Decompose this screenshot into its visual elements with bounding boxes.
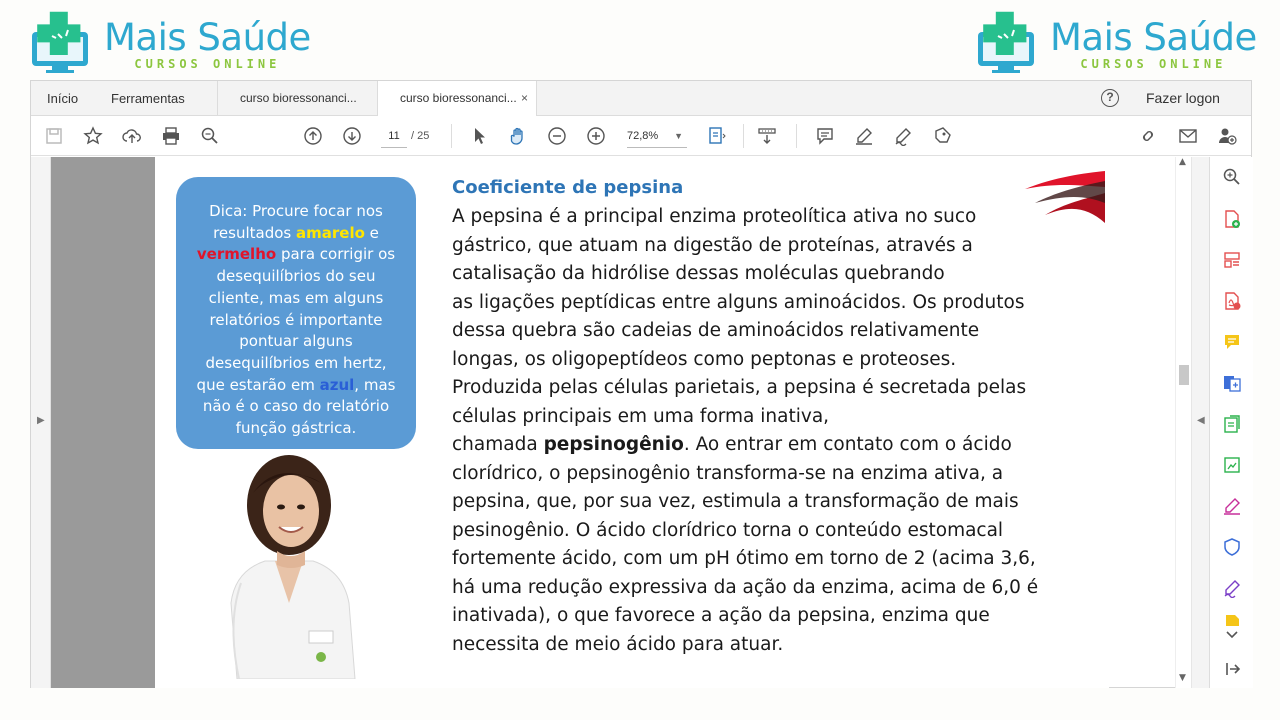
print-icon[interactable] [160,125,182,147]
chevron-down-icon: ▼ [674,131,683,141]
save-icon[interactable] [43,125,65,147]
instructor-photo [217,453,361,679]
text-line: necessita de meio ácido para atuar. [452,633,784,655]
zoom-out-icon[interactable] [546,125,568,147]
zoom-level-select[interactable] [627,124,687,148]
tip-text: e [364,223,379,242]
expand-left-icon: ▶ [37,415,45,426]
zoom-search-icon[interactable] [1220,165,1244,189]
text-line: células principais em uma forma inativa, [452,405,830,427]
left-panel-toggle[interactable] [31,157,51,688]
tab-document-2[interactable] [377,81,537,117]
tab-document-1[interactable] [217,81,377,116]
brand-title: Mais Saúde [1050,16,1257,59]
collapse-pane-icon[interactable] [1220,657,1244,681]
login-link[interactable]: Fazer logon [1146,90,1220,106]
text-segment: chamada [452,434,544,455]
tip-callout [176,177,416,449]
previous-page-icon[interactable] [302,125,324,147]
add-user-icon[interactable] [1216,125,1238,147]
combine-files-icon[interactable] [1220,371,1244,395]
create-pdf-icon[interactable] [1220,289,1244,313]
right-panel-toggle[interactable] [1191,157,1209,688]
brand-logo-right [974,10,1257,74]
toolbar-divider [451,124,452,148]
scrollbar-thumb[interactable] [1179,365,1189,385]
monitor-cross-icon [28,10,96,74]
scroll-down-icon[interactable]: ▼ [1179,673,1186,683]
highlight-pen-icon[interactable] [853,125,875,147]
text-line: inativada), o que favorece a ação da pepsina, enzima que [452,605,990,626]
tip-highlight-red: vermelho [196,245,277,264]
scroll-mode-icon[interactable] [756,125,778,147]
brand-subtitle: CURSOS ONLINE [1080,57,1227,71]
tip-text: Dica: Procure focar nos resultados [209,202,383,242]
link-edit-icon[interactable] [1137,125,1159,147]
bold-term: pepsinogênio [543,434,684,455]
text-line: gástrico, que atuam na digestão de proteínas, através a [452,234,973,256]
pdf-viewer-window [30,80,1252,688]
more-tools-icon[interactable] [1220,612,1244,626]
edit-pdf-icon[interactable] [1220,412,1244,436]
page-number-input[interactable]: 11 [381,124,407,148]
toolbar-divider [796,124,797,148]
tools-pane [1209,157,1253,688]
close-tab-icon[interactable]: × [520,91,528,105]
tip-highlight-yellow: amarelo [296,223,365,242]
brand-subtitle: CURSOS ONLINE [134,57,281,71]
text-line: pepsina, que, por sua vez, estimula a transformação de mais [452,491,1019,512]
tab-document-2-label: curso bioressonanci... [400,91,517,105]
request-signature-icon[interactable] [1220,576,1244,600]
zoom-level-value: 72,8% [627,130,659,142]
text-line [452,431,1072,460]
bookmark-star-icon[interactable] [82,125,104,147]
text-line: clorídrico, o pepsinogênio transforma-se na enzima ativa, a [452,462,1004,484]
collapse-right-icon: ◀ [1197,415,1205,426]
text-line: fortemente ácido, com um pH ótimo em torno de 2 (acima 3,6, [452,548,1036,569]
organize-pages-icon[interactable] [1220,248,1244,272]
text-line: as ligações peptídicas entre alguns aminoácidos. Os produtos [452,291,1025,313]
tab-bar [31,81,1251,116]
hand-tool-icon[interactable] [507,125,529,147]
tab-home[interactable]: Início [47,91,79,106]
text-line: dessa quebra são cadeias de aminoácidos relativamente [452,320,980,341]
chevron-down-icon[interactable] [1220,627,1244,643]
brand-title: Mais Saúde [104,16,311,59]
tip-highlight-blue: azul [319,375,355,394]
export-image-icon[interactable] [1220,453,1244,477]
page-fit-icon[interactable] [706,125,728,147]
pdf-page [155,157,1109,688]
comment-icon[interactable] [814,125,836,147]
select-cursor-icon[interactable] [468,125,490,147]
tab-document-1-label: curso bioressonanci... [240,91,357,105]
document-viewport [51,157,1089,688]
brand-logo-left [28,10,311,74]
zoom-in-icon[interactable] [585,125,607,147]
document-body [452,203,1072,659]
text-line: catalisação da hidrólise dessas moléculas quebrando [452,263,945,284]
section-heading: Coeficiente de pepsina [452,177,684,198]
scroll-up-icon[interactable]: ▲ [1179,157,1186,167]
fill-sign-icon[interactable] [1220,494,1244,518]
text-line: A pepsina é a principal enzima proteolítica ativa no suco [452,206,977,227]
next-page-icon[interactable] [341,125,363,147]
text-line: pesinogênio. O ácido clorídrico torna o conteúdo estomacal [452,519,1004,541]
text-line: Produzida pelas células parietais, a pepsina é secretada pelas [452,377,1027,398]
text-line: longas, os oligopeptídeos como peptonas e proteoses. [452,348,957,370]
draw-sign-icon[interactable] [892,125,914,147]
search-zoom-icon[interactable] [199,125,221,147]
page-total: / 25 [411,130,430,142]
comment-tool-icon[interactable] [1220,330,1244,354]
text-line: há uma redução expressiva da ação da enzima, acima de 6,0 é [452,576,1039,598]
toolbar-divider [743,124,744,148]
export-pdf-icon[interactable] [1220,207,1244,231]
main-toolbar [31,116,1251,156]
help-icon[interactable]: ? [1101,89,1119,107]
tip-text: para corrigir os desequilíbrios do seu cliente, mas em alguns relatórios é importante pontuar alguns desequilíbrios em hertz, que estarão em [196,245,396,394]
email-icon[interactable] [1177,125,1199,147]
upload-cloud-icon[interactable] [121,125,143,147]
tab-tools[interactable]: Ferramentas [111,91,185,106]
stamp-icon[interactable] [931,125,953,147]
tip-text: , mas não é o caso do relatório função gástrica. [202,375,396,438]
protect-shield-icon[interactable] [1220,535,1244,559]
text-segment: . Ao entrar em contato com o ácido [683,434,1012,455]
vertical-scrollbar[interactable] [1175,157,1191,688]
monitor-cross-icon [974,10,1042,74]
